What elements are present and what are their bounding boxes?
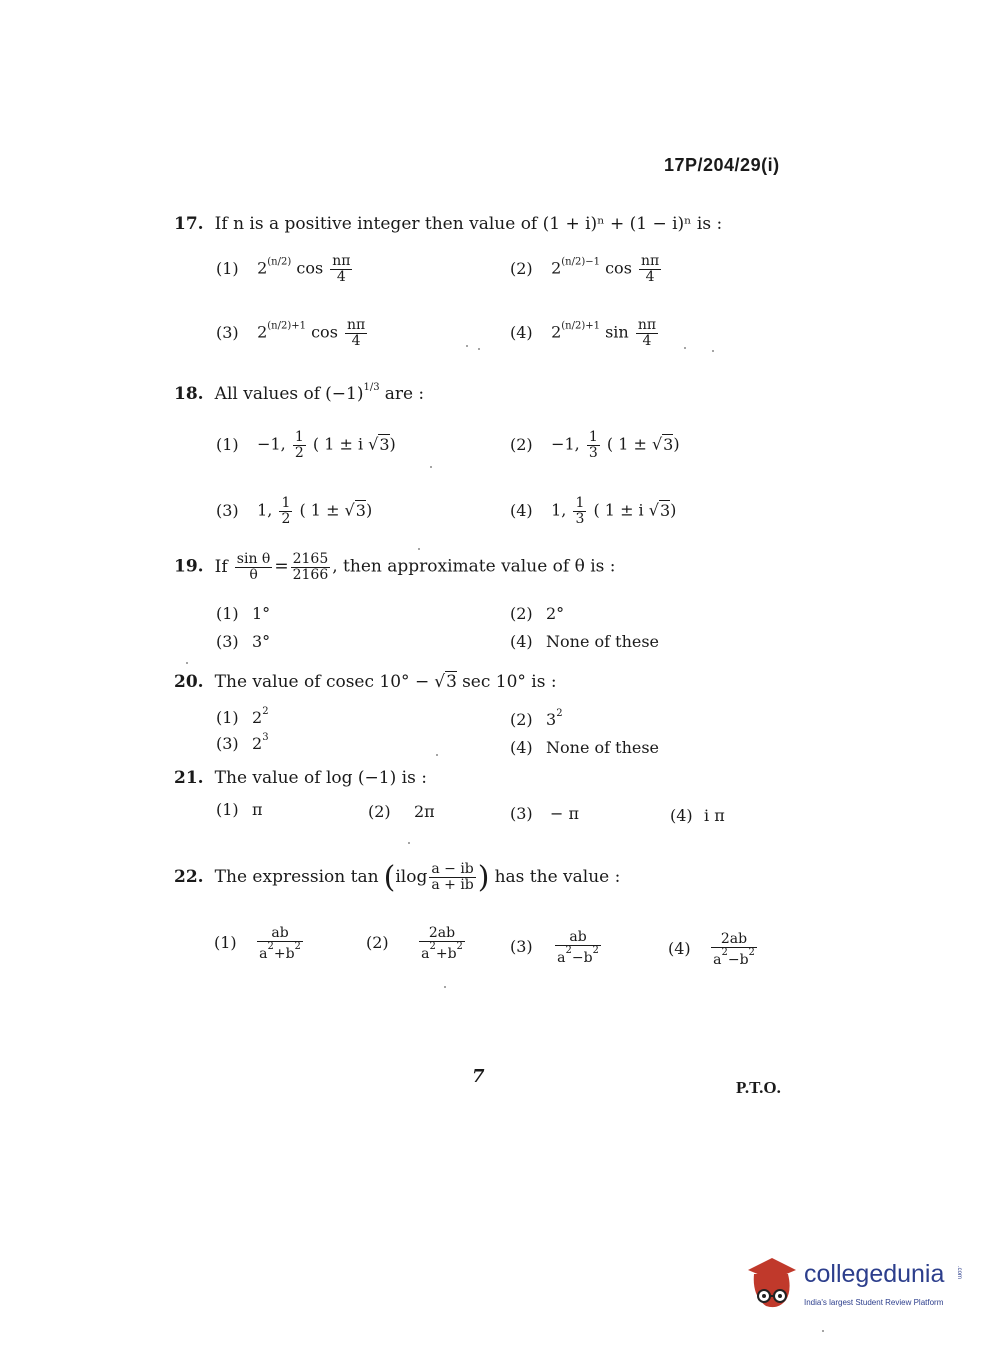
option-number: (2) xyxy=(368,802,391,821)
q18-option-3: (3) 1, $\frac{1}{2}$ ( 1 ± √3) xyxy=(216,495,373,527)
option-number: (4) xyxy=(510,322,533,342)
option-text: − π xyxy=(550,804,580,823)
option-number: (3) xyxy=(216,322,239,342)
question-lhs-fraction: $\frac{\text{sin θ}}{\theta}$ xyxy=(236,551,271,583)
option-fraction: $\frac{1}{3}$ xyxy=(588,429,598,461)
option-exponent: 2 xyxy=(556,708,563,719)
option-fraction: $\frac{2ab}{a^2+b^2}$ xyxy=(421,925,463,962)
option-text: 2π xyxy=(414,802,435,821)
question-21 xyxy=(174,768,427,788)
q19-option-3 xyxy=(216,632,270,651)
question-text: The value of log (−1) is : xyxy=(214,768,427,788)
question-20: 20. The value of cosec 10° − √3 sec 10° is : xyxy=(174,672,557,692)
option-number: (3) xyxy=(216,632,239,651)
collegedunia-logo[interactable] xyxy=(742,1252,972,1314)
question-19 xyxy=(174,552,616,582)
option-text: i π xyxy=(704,806,725,825)
option-base: 2 xyxy=(252,734,263,753)
question-text-suffix: are : xyxy=(384,384,425,404)
question-fraction: $\frac{a - ib}{a + ib}$ xyxy=(431,861,474,893)
q22-option-2 xyxy=(366,926,467,961)
question-17 xyxy=(174,214,722,234)
question-text-suffix: sec 10° is : xyxy=(462,672,557,692)
option-fraction: $\frac{ab}{a^2-b^2}$ xyxy=(557,929,599,966)
question-number: 22. xyxy=(174,867,204,887)
option-pre: ( 1 ± xyxy=(299,500,340,520)
option-fraction: $\frac{1}{2}$ xyxy=(281,495,291,527)
logo-suffix: .com xyxy=(956,1266,962,1280)
option-post: ) xyxy=(670,500,677,520)
option-number: (1) xyxy=(216,258,239,278)
option-function: cos xyxy=(311,322,338,342)
option-fraction: $\frac{n\pi}{4}$ xyxy=(641,253,660,285)
option-pre: ( 1 ± i xyxy=(593,500,644,520)
option-pre: ( 1 ± i xyxy=(312,434,364,454)
option-function: cos xyxy=(296,258,324,278)
option-number: (3) xyxy=(216,734,239,753)
option-post: ) xyxy=(365,500,373,520)
logo-tagline: India's largest Student Review Platform xyxy=(804,1298,944,1307)
option-exponent: (n/2) xyxy=(267,256,292,268)
q21-option-1 xyxy=(216,800,263,819)
option-exponent: (n/2)+1 xyxy=(561,320,600,332)
option-base: 2 xyxy=(257,322,268,342)
option-base: 2 xyxy=(551,258,562,278)
option-number: (2) xyxy=(510,434,533,454)
option-number: (1) xyxy=(214,933,237,953)
option-text: 2° xyxy=(546,604,565,623)
option-fraction: $\frac{n\pi}{4}$ xyxy=(637,317,657,349)
logo-wordmark: collegedunia xyxy=(804,1260,945,1288)
question-number: 20. xyxy=(174,672,204,692)
page-number: 7 xyxy=(472,1066,485,1087)
question-number: 21. xyxy=(174,768,204,788)
q17-option-2 xyxy=(510,254,663,284)
option-number: (4) xyxy=(510,738,533,757)
question-equals: = xyxy=(274,556,289,577)
option-number: (1) xyxy=(216,708,239,727)
option-post: ) xyxy=(673,434,680,454)
question-text: If n is a positive integer then value of (1 + i)ⁿ + (1 − i)ⁿ is : xyxy=(214,214,723,234)
q20-option-2 xyxy=(510,708,563,729)
q21-option-4 xyxy=(670,806,725,825)
paper-code: 17P/204/29(i) xyxy=(664,155,780,175)
question-text: , then approximate value of θ is : xyxy=(332,556,616,577)
q22-option-3 xyxy=(510,930,603,965)
q22-option-1 xyxy=(214,926,305,961)
question-ilog: ilog xyxy=(395,867,428,887)
question-root: 3 xyxy=(446,672,457,692)
option-number: (4) xyxy=(668,939,691,959)
q17-option-4 xyxy=(510,318,660,348)
option-number: (4) xyxy=(510,632,533,651)
option-number: (3) xyxy=(510,937,533,957)
option-lead: −1, xyxy=(257,434,286,454)
question-number: 17. xyxy=(174,214,204,234)
question-number: 18. xyxy=(174,384,204,404)
option-number: (2) xyxy=(510,604,533,623)
q21-option-2 xyxy=(368,802,435,821)
option-lead: 1, xyxy=(551,500,567,520)
option-post: ) xyxy=(389,434,396,454)
option-number: (2) xyxy=(510,258,533,278)
q18-option-1: (1) −1, $\frac{1}{2}$ ( 1 ± i √3) xyxy=(216,429,396,461)
question-22: 22. The expression tan (ilog $\frac{a - ib}{a + ib}$ ) has the value : xyxy=(174,860,621,895)
question-exponent: 1/3 xyxy=(363,382,380,393)
option-text: None of these xyxy=(546,738,660,757)
question-text-prefix: The expression tan xyxy=(214,867,379,887)
option-number: (1) xyxy=(216,800,239,819)
q20-option-3 xyxy=(216,732,269,753)
question-if: If xyxy=(214,556,228,577)
question-18 xyxy=(174,382,424,404)
option-root: 3 xyxy=(663,434,674,454)
option-function: sin xyxy=(605,322,629,342)
q22-option-4 xyxy=(668,932,759,967)
question-text-suffix: has the value : xyxy=(494,867,621,887)
option-text: 1° xyxy=(252,604,271,623)
q20-option-4 xyxy=(510,738,659,757)
option-fraction: $\frac{2ab}{a^2-b^2}$ xyxy=(713,931,755,968)
option-fraction: $\frac{1}{2}$ xyxy=(294,429,304,461)
q19-option-4 xyxy=(510,632,659,651)
option-root: 3 xyxy=(379,434,390,454)
q19-option-1 xyxy=(216,604,270,623)
option-text: π xyxy=(252,800,263,819)
option-pre: ( 1 ± xyxy=(606,434,647,454)
option-number: (4) xyxy=(670,806,693,825)
option-number: (1) xyxy=(216,604,239,623)
q17-option-3 xyxy=(216,318,369,348)
option-base: 3 xyxy=(546,710,557,729)
q18-option-2: (2) −1, $\frac{1}{3}$ ( 1 ± √3) xyxy=(510,429,680,461)
question-text-prefix: The value of cosec 10° − xyxy=(214,672,430,692)
option-root: 3 xyxy=(355,500,366,520)
option-fraction: $\frac{ab}{a^2+b^2}$ xyxy=(259,925,301,962)
option-fraction: $\frac{1}{3}$ xyxy=(575,495,585,527)
option-function: cos xyxy=(605,258,632,278)
option-text: None of these xyxy=(546,632,660,651)
option-base: 2 xyxy=(551,322,562,342)
option-base: 2 xyxy=(252,708,263,727)
option-base: 2 xyxy=(257,258,268,278)
option-number: (1) xyxy=(216,434,239,454)
question-text-prefix: All values of xyxy=(214,384,321,404)
q17-option-1 xyxy=(216,254,354,284)
pto-label: P.T.O. xyxy=(736,1078,781,1097)
option-exponent: 3 xyxy=(262,732,269,743)
question-number: 19. xyxy=(174,556,204,577)
option-fraction: $\frac{n\pi}{4}$ xyxy=(332,253,351,285)
option-number: (3) xyxy=(510,804,533,823)
q21-option-3 xyxy=(510,804,579,823)
option-number: (3) xyxy=(216,500,239,520)
option-number: (2) xyxy=(510,710,533,729)
q20-option-1 xyxy=(216,706,269,727)
q18-option-4: (4) 1, $\frac{1}{3}$ ( 1 ± i √3) xyxy=(510,495,677,527)
option-fraction: $\frac{n\pi}{4}$ xyxy=(347,317,366,349)
option-number: (2) xyxy=(366,933,389,953)
option-root: 3 xyxy=(659,500,671,520)
q19-option-2 xyxy=(510,604,564,623)
option-exponent: (n/2)+1 xyxy=(267,320,306,332)
option-exponent: (n/2)−1 xyxy=(561,256,600,268)
question-base: (−1) xyxy=(325,384,364,404)
option-lead: 1, xyxy=(257,500,273,520)
mascot-icon xyxy=(742,1252,800,1314)
question-rhs-fraction: $\frac{2165}{2166}$ xyxy=(292,551,329,583)
option-text: 3° xyxy=(252,632,271,651)
option-exponent: 2 xyxy=(262,706,269,717)
option-number: (4) xyxy=(510,500,533,520)
option-lead: −1, xyxy=(551,434,580,454)
